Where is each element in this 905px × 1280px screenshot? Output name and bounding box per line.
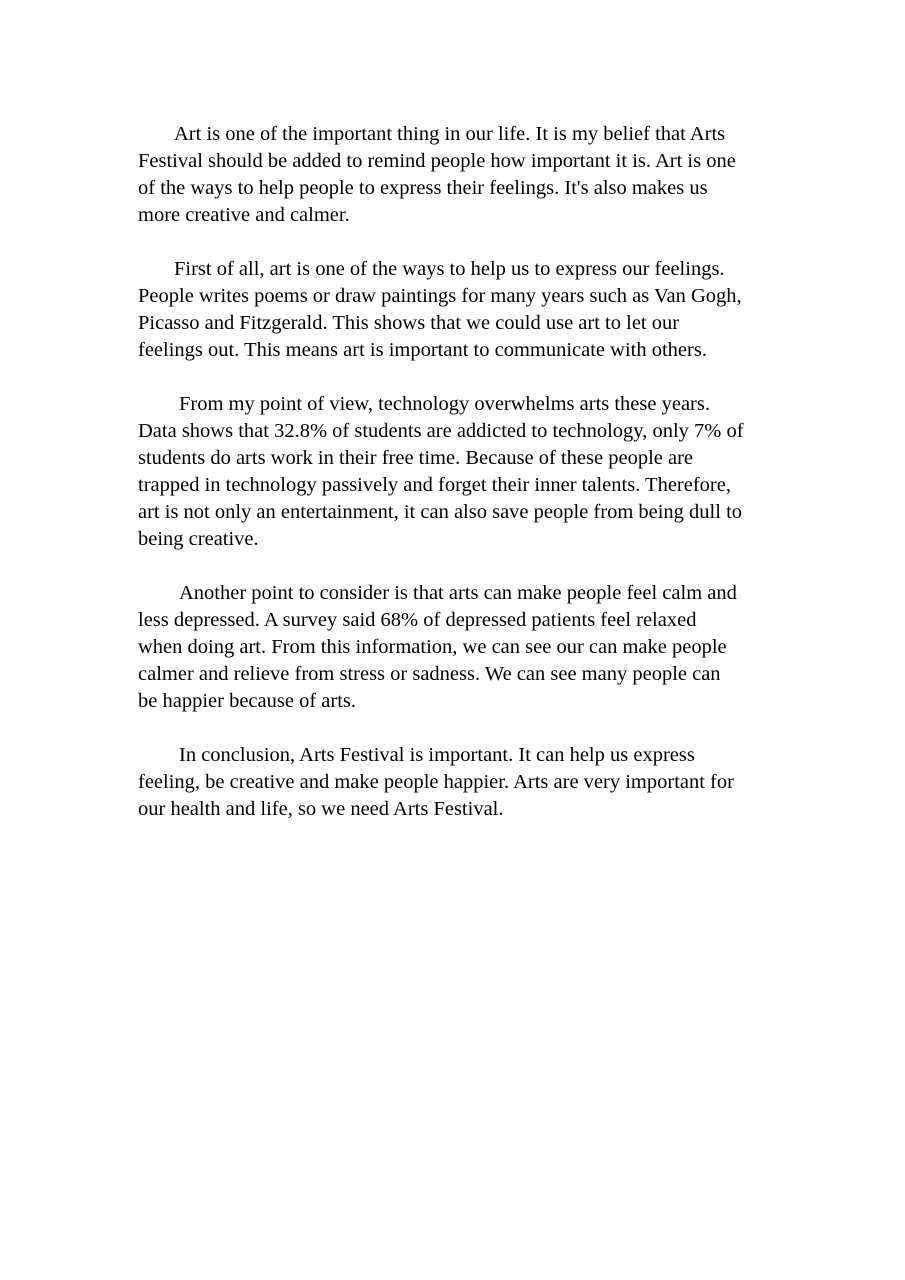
text-line: our health and life, so we need Arts Festival. [138, 798, 504, 820]
text-line: feeling, be creative and make people happier. Arts are very important for [138, 771, 734, 793]
text-line: In conclusion, Arts Festival is important. It can help us express [179, 744, 695, 766]
text-line: Another point to consider is that arts can make people feel calm and [179, 582, 737, 604]
text-line: feelings out. This means art is important to communicate with others. [138, 339, 707, 361]
paragraph-introduction [138, 121, 838, 229]
paragraph-technology [138, 391, 838, 553]
text-line: Festival should be added to remind people how important it is. Art is one [138, 150, 736, 172]
text-line: From my point of view, technology overwhelms arts these years. [179, 393, 710, 415]
text-line: more creative and calmer. [138, 204, 350, 226]
document-page [138, 121, 838, 850]
paragraph-calm [138, 580, 838, 715]
paragraph-conclusion [138, 742, 838, 823]
paragraph-express-feelings [138, 256, 838, 364]
text-line: of the ways to help people to express their feelings. It's also makes us [138, 177, 708, 199]
text-line: when doing art. From this information, we can see our can make people [138, 636, 727, 658]
text-line: trapped in technology passively and forget their inner talents. Therefore, [138, 474, 731, 496]
text-line: First of all, art is one of the ways to help us to express our feelings. [174, 258, 725, 280]
text-line: Art is one of the important thing in our life. It is my belief that Arts [174, 123, 726, 145]
text-line: calmer and relieve from stress or sadness. We can see many people can [138, 663, 721, 685]
text-line: Data shows that 32.8% of students are addicted to technology, only 7% of [138, 420, 744, 442]
text-line: students do arts work in their free time. Because of these people are [138, 447, 694, 469]
text-line: less depressed. A survey said 68% of depressed patients feel relaxed [138, 609, 697, 631]
text-line: be happier because of arts. [138, 690, 356, 712]
text-line: Picasso and Fitzgerald. This shows that we could use art to let our [138, 312, 680, 334]
text-line: art is not only an entertainment, it can also save people from being dull to [138, 501, 743, 523]
text-line: being creative. [138, 528, 259, 550]
text-line: People writes poems or draw paintings for many years such as Van Gogh, [138, 285, 742, 307]
